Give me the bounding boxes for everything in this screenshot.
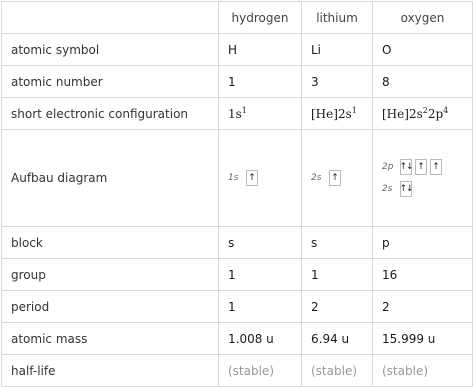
cell-hydrogen-half-life: (stable) (219, 355, 302, 387)
table-row (2, 259, 473, 291)
column-header-oxygen: oxygen (373, 2, 473, 34)
table-row (2, 130, 473, 227)
orbital-box-paired-icon: ↑↓ (400, 159, 412, 175)
column-header-lithium: lithium (302, 2, 373, 34)
cell-hydrogen-group: 1 (219, 259, 302, 291)
config-electron-count: 1 (351, 105, 357, 115)
orbital-row (311, 167, 372, 189)
orbital-row (382, 178, 472, 200)
header-row (2, 2, 473, 34)
cell-oxygen-number: 8 (373, 66, 473, 98)
cell-lithium-group: 1 (302, 259, 373, 291)
row-label-block: block (2, 227, 219, 259)
cell-hydrogen-period: 1 (219, 291, 302, 323)
cell-hydrogen-block: s (219, 227, 302, 259)
cell-lithium-number: 3 (302, 66, 373, 98)
orbital-box-spin-up-icon: ↑ (246, 170, 258, 186)
row-label-aufbau: Aufbau diagram (2, 130, 219, 227)
config-subshell: 2p (427, 106, 444, 121)
cell-hydrogen-aufbau (219, 130, 302, 227)
cell-oxygen-half-life: (stable) (373, 355, 473, 387)
orbital-box-paired-icon: ↑↓ (400, 181, 412, 197)
cell-lithium-symbol: Li (302, 34, 373, 66)
cell-oxygen-mass: 15.999 u (373, 323, 473, 355)
row-label-electron-config: short electronic configuration (2, 98, 219, 130)
row-label-group: group (2, 259, 219, 291)
table-row (2, 66, 473, 98)
cell-lithium-half-life: (stable) (302, 355, 373, 387)
cell-lithium-block: s (302, 227, 373, 259)
column-header-hydrogen: hydrogen (219, 2, 302, 34)
cell-oxygen-symbol: O (373, 34, 473, 66)
row-label-period: period (2, 291, 219, 323)
table-row (2, 34, 473, 66)
row-label-atomic-mass: atomic mass (2, 323, 219, 355)
cell-lithium-config (302, 98, 373, 130)
orbital-box-spin-up-icon: ↑ (415, 159, 427, 175)
cell-lithium-period: 2 (302, 291, 373, 323)
config-core: [He] (311, 106, 338, 121)
config-subshell: 1s (228, 106, 242, 121)
orbital-label: 2p (382, 162, 394, 172)
config-core: [He] (382, 106, 409, 121)
cell-hydrogen-config (219, 98, 302, 130)
table-row (2, 291, 473, 323)
table-row (2, 98, 473, 130)
cell-oxygen-config (373, 98, 473, 130)
config-electron-count: 2 (422, 105, 428, 115)
cell-lithium-aufbau (302, 130, 373, 227)
table-row (2, 227, 473, 259)
orbital-box-spin-up-icon: ↑ (329, 170, 341, 186)
config-electron-count: 4 (443, 105, 449, 115)
table-row (2, 323, 473, 355)
orbital-box-spin-up-icon: ↑ (430, 159, 442, 175)
cell-hydrogen-symbol: H (219, 34, 302, 66)
cell-oxygen-period: 2 (373, 291, 473, 323)
cell-hydrogen-number: 1 (219, 66, 302, 98)
cell-lithium-mass: 6.94 u (302, 323, 373, 355)
orbital-row (228, 167, 301, 189)
config-electron-count: 1 (241, 105, 247, 115)
row-label-atomic-symbol: atomic symbol (2, 34, 219, 66)
corner-cell (2, 2, 219, 34)
element-comparison-table (1, 1, 473, 387)
row-label-atomic-number: atomic number (2, 66, 219, 98)
config-subshell: 2s (408, 106, 423, 121)
cell-oxygen-aufbau (373, 130, 473, 227)
orbital-label: 2s (382, 184, 393, 194)
cell-oxygen-block: p (373, 227, 473, 259)
orbital-label: 2s (311, 173, 322, 183)
row-label-half-life: half-life (2, 355, 219, 387)
orbital-label: 1s (228, 173, 239, 183)
table-row (2, 355, 473, 387)
cell-oxygen-group: 16 (373, 259, 473, 291)
orbital-row (382, 156, 472, 178)
cell-hydrogen-mass: 1.008 u (219, 323, 302, 355)
config-subshell: 2s (337, 106, 352, 121)
